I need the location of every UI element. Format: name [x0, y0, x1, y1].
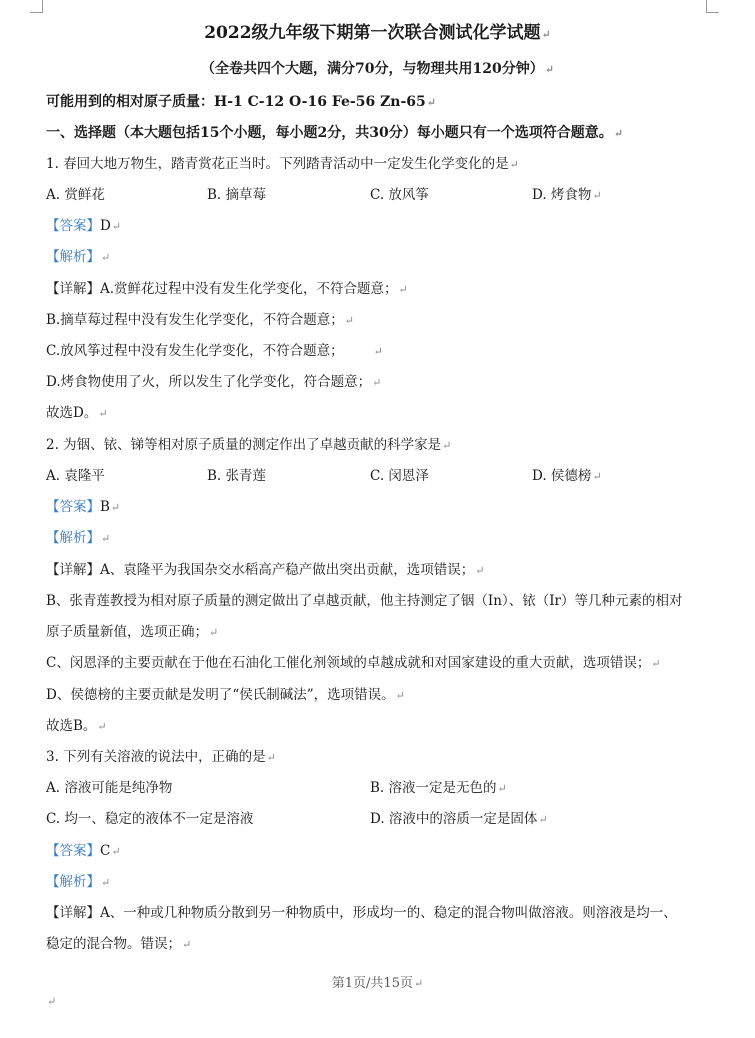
q2-conclusion: 故选B。↵	[46, 718, 107, 734]
q1-analysis-label: 【解析】↵	[46, 249, 111, 265]
q2-option-d: D. 侯德榜↵	[532, 468, 602, 484]
q2-option-a: A. 袁隆平	[46, 468, 105, 484]
q2-option-b: B. 张青莲	[207, 468, 267, 484]
q1-option-a: A. 赏鲜花	[46, 187, 105, 203]
q3-option-b: B. 溶液一定是无色的↵	[370, 780, 507, 796]
q3-detail-line: 【详解】A、一种或几种物质分散到另一种物质中，形成均一的、稳定的混合物叫做溶液。则溶液是均一、	[46, 905, 677, 921]
q2-stem: 2. 为铟、铱、锑等相对原子质量的测定作出了卓越贡献的科学家是↵	[46, 437, 452, 453]
crop-mark-top-right	[706, 0, 719, 13]
q1-option-d: D. 烤食物↵	[532, 187, 602, 203]
q2-detail-line: 原子质量新值，选项正确；↵	[46, 624, 219, 640]
q3-answer: 【答案】C↵	[46, 843, 121, 859]
q2-detail-line: D、侯德榜的主要贡献是发明了“侯氏制碱法”，选项错误。↵	[46, 687, 405, 703]
q1-answer: 【答案】D↵	[46, 218, 122, 234]
q1-option-c: C. 放风筝	[370, 187, 429, 203]
crop-mark-top-left	[30, 0, 43, 13]
q1-detail-line: D.烤食物使用了火，所以发生了化学变化，符合题意；↵	[46, 374, 382, 390]
q2-answer: 【答案】B↵	[46, 499, 121, 515]
q2-analysis-label: 【解析】↵	[46, 530, 111, 546]
q3-option-a: A. 溶液可能是纯净物	[46, 780, 173, 796]
q1-detail-line: B.摘草莓过程中没有发生化学变化，不符合题意；↵	[46, 312, 354, 328]
q2-detail-line: 【详解】A、袁隆平为我国杂交水稻高产稳产做出突出贡献，选项错误；↵	[46, 562, 485, 578]
q1-conclusion: 故选D。↵	[46, 405, 108, 421]
atomic-masses: 可能用到的相对原子质量：H-1 C-12 O-16 Fe-56 Zn-65↵	[46, 94, 436, 110]
q1-detail-line: 【详解】A.赏鲜花过程中没有发生化学变化，不符合题意；↵	[46, 281, 408, 297]
paragraph-mark: ↵	[47, 995, 57, 1008]
q3-stem: 3. 下列有关溶液的说法中，正确的是↵	[46, 749, 276, 765]
q3-option-c: C. 均一、稳定的液体不一定是溶液	[46, 811, 254, 827]
q2-detail-line: C、闵恩泽的主要贡献在于他在石油化工催化剂领域的卓越成就和对国家建设的重大贡献，选项错误；↵	[46, 655, 661, 671]
q2-detail-line: B、张青莲教授为相对原子质量的测定做出了卓越贡献，他主持测定了铟（In）、铱（Ir）等几种元素的相对	[46, 593, 683, 609]
page-footer: 第1页/共15页↵	[331, 976, 424, 991]
exam-subtitle: （全卷共四个大题，满分70分，与物理共用120分钟）↵	[201, 61, 554, 77]
q3-detail-line: 稳定的混合物。错误；↵	[46, 936, 192, 952]
q1-option-b: B. 摘草莓	[207, 187, 267, 203]
q3-option-d: D. 溶液中的溶质一定是固体↵	[370, 811, 548, 827]
q2-option-c: C. 闵恩泽	[370, 468, 429, 484]
q3-analysis-label: 【解析】↵	[46, 874, 111, 890]
q1-detail-line: C.放风筝过程中没有发生化学变化，不符合题意； ↵	[46, 343, 383, 359]
q1-stem: 1. 春回大地万物生，踏青赏花正当时。下列踏青活动中一定发生化学变化的是↵	[46, 156, 519, 172]
exam-title: 2022级九年级下期第一次联合测试化学试题↵	[204, 23, 551, 43]
section-heading: 一、选择题（本大题包括15个小题，每小题2分，共30分）每小题只有一个选项符合题意。↵	[46, 125, 623, 141]
